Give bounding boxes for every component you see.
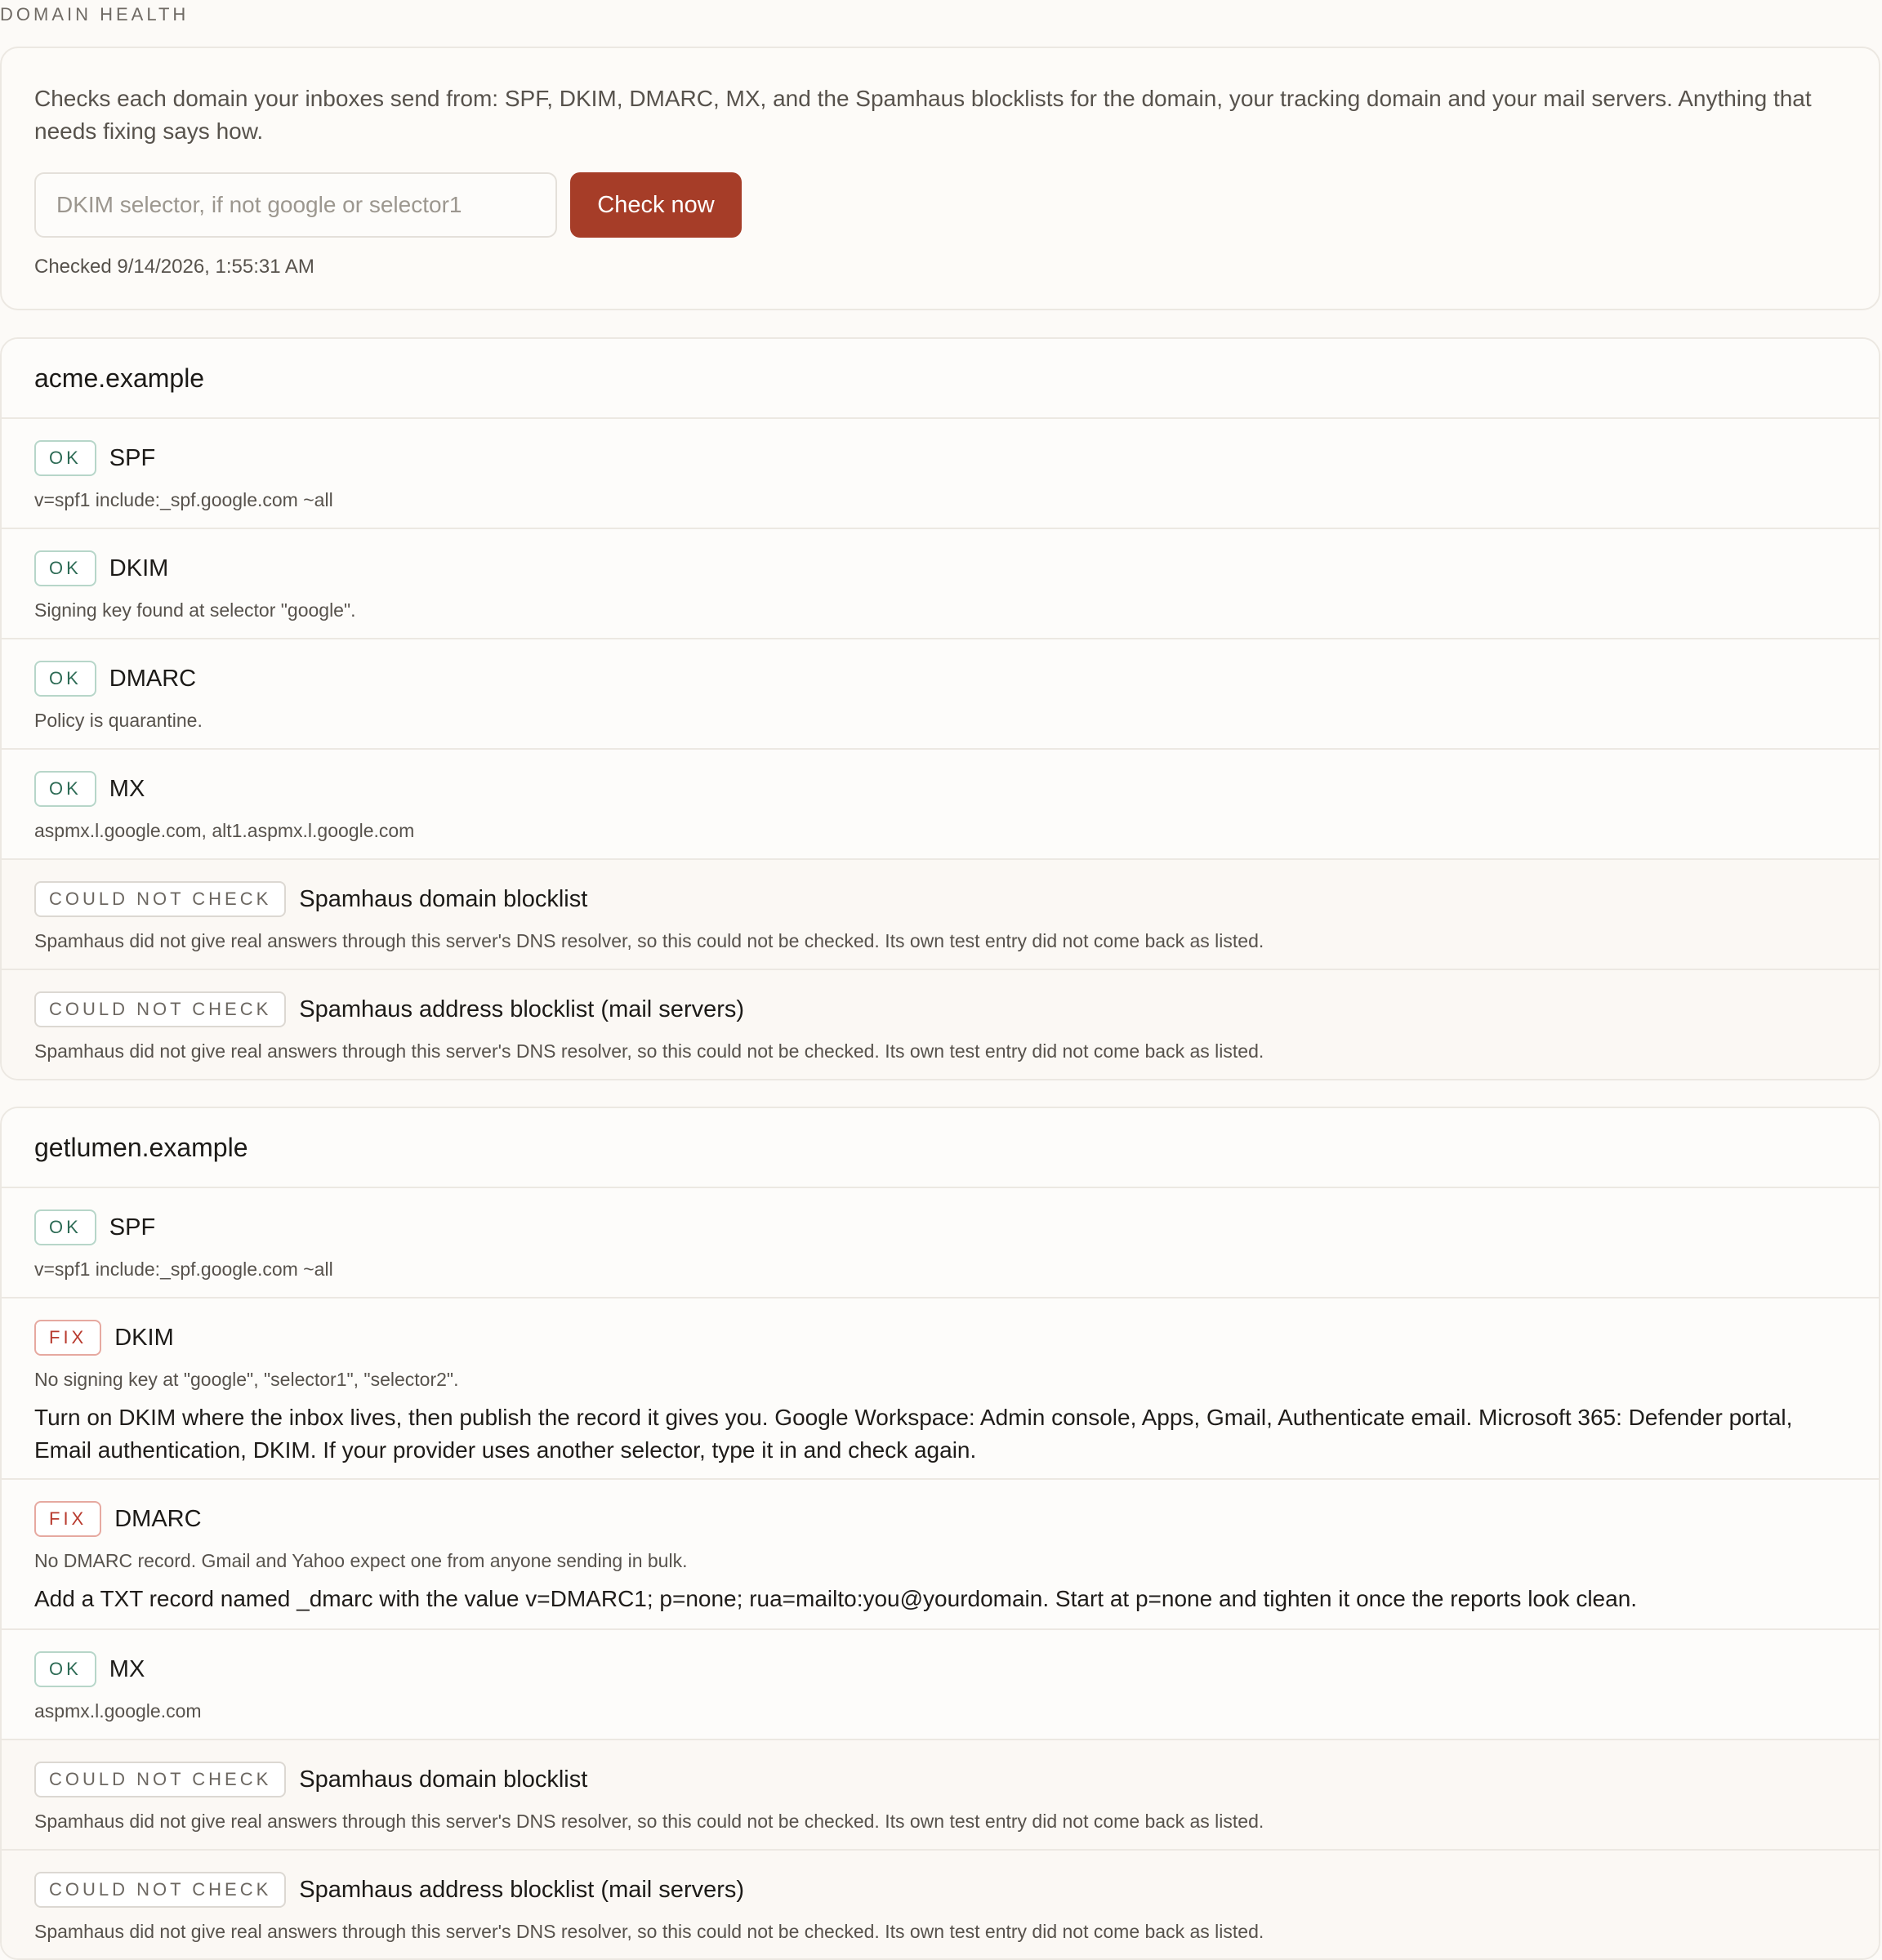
domain-header <box>2 1108 1879 1188</box>
check-detail: No signing key at "google", "selector1", "selector2". <box>34 1369 459 1390</box>
intro-card <box>0 47 1880 310</box>
check-row-spamhaus-address <box>2 970 1879 1080</box>
check-detail: v=spf1 include:_spf.google.com ~all <box>34 1258 333 1280</box>
dkim-selector-input[interactable] <box>34 172 557 238</box>
domain-card <box>0 1107 1880 1960</box>
check-now-button[interactable]: Check now <box>570 172 742 238</box>
check-name: DKIM <box>114 1324 174 1351</box>
check-name: MX <box>109 1655 145 1682</box>
domain-header <box>2 339 1879 419</box>
check-detail: Signing key found at selector "google". <box>34 599 356 621</box>
check-detail: Spamhaus did not give real answers through this server's DNS resolver, so this could not be checked. Its own test entry did not come back as listed. <box>34 1921 1264 1942</box>
check-row-spamhaus-domain <box>2 860 1879 970</box>
check-row-dmarc <box>2 1480 1879 1630</box>
check-detail: No DMARC record. Gmail and Yahoo expect one from anyone sending in bulk. <box>34 1550 688 1571</box>
check-detail: v=spf1 include:_spf.google.com ~all <box>34 489 333 510</box>
check-detail: aspmx.l.google.com, alt1.aspmx.l.google.com <box>34 820 415 841</box>
check-row-dkim <box>2 1298 1879 1480</box>
status-badge: OK <box>34 550 96 586</box>
check-detail: Spamhaus did not give real answers through this server's DNS resolver, so this could not be checked. Its own test entry did not come back as listed. <box>34 1040 1264 1062</box>
check-name: DKIM <box>109 555 169 581</box>
check-name: MX <box>109 775 145 802</box>
check-detail: Policy is quarantine. <box>34 710 203 731</box>
check-row-dkim <box>2 529 1879 639</box>
status-badge: COULD NOT CHECK <box>34 881 286 917</box>
intro-description: Checks each domain your inboxes send from: SPF, DKIM, DMARC, MX, and the Spamhaus blocklists for the domain, your tracking domain and your mail servers. Anything that needs fixing says how. <box>34 86 1812 144</box>
domain-card <box>0 337 1880 1080</box>
check-row-spf <box>2 419 1879 529</box>
check-detail: aspmx.l.google.com <box>34 1700 202 1722</box>
check-row-mx <box>2 750 1879 860</box>
check-name: SPF <box>109 444 156 471</box>
status-badge: OK <box>34 1651 96 1687</box>
status-badge: OK <box>34 661 96 697</box>
check-name: SPF <box>109 1214 156 1241</box>
check-detail: Spamhaus did not give real answers through this server's DNS resolver, so this could not be checked. Its own test entry did not come back as listed. <box>34 1811 1264 1832</box>
status-badge: FIX <box>34 1320 101 1356</box>
status-badge: COULD NOT CHECK <box>34 991 286 1027</box>
check-row-mx <box>2 1630 1879 1740</box>
check-row-spamhaus-address <box>2 1851 1879 1960</box>
status-badge: OK <box>34 440 96 476</box>
checked-timestamp: Checked 9/14/2026, 1:55:31 AM <box>34 256 314 278</box>
check-row-dmarc <box>2 639 1879 750</box>
status-badge: OK <box>34 1209 96 1245</box>
section-label: DOMAIN HEALTH <box>0 4 190 24</box>
check-advice: Turn on DKIM where the inbox lives, then publish the record it gives you. Google Workspace: Admin console, Apps, Gmail, Authenticate email. Microsoft 365: Defender portal, Email authentication, DKIM. If your provider uses another selector, type it in and check again. <box>34 1405 1793 1463</box>
check-row-spf <box>2 1188 1879 1298</box>
check-name: Spamhaus domain blocklist <box>299 1766 588 1793</box>
check-advice: Add a TXT record named _dmarc with the value v=DMARC1; p=none; rua=mailto:you@yourdomain. Start at p=none and tighten it once the reports look clean. <box>34 1586 1638 1611</box>
check-name: DMARC <box>114 1505 202 1532</box>
check-name: DMARC <box>109 665 197 692</box>
intro-controls <box>34 172 1846 238</box>
status-badge: COULD NOT CHECK <box>34 1872 286 1908</box>
check-name: Spamhaus address blocklist (mail servers) <box>299 996 745 1022</box>
status-badge: OK <box>34 771 96 807</box>
check-detail: Spamhaus did not give real answers through this server's DNS resolver, so this could not be checked. Its own test entry did not come back as listed. <box>34 930 1264 951</box>
check-name: Spamhaus domain blocklist <box>299 885 588 912</box>
domain-name: acme.example <box>34 363 205 393</box>
status-badge: FIX <box>34 1501 101 1537</box>
check-row-spamhaus-domain <box>2 1740 1879 1851</box>
check-name: Spamhaus address blocklist (mail servers) <box>299 1876 745 1903</box>
domain-name: getlumen.example <box>34 1132 248 1162</box>
status-badge: COULD NOT CHECK <box>34 1762 286 1797</box>
